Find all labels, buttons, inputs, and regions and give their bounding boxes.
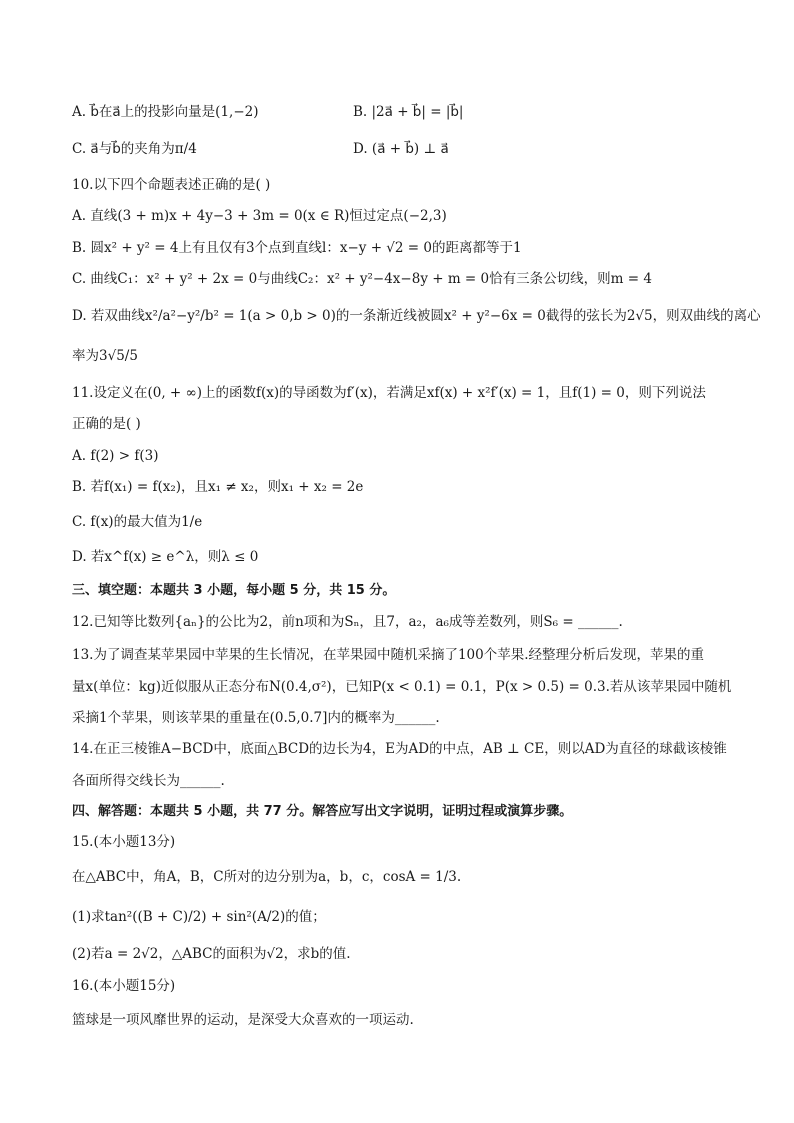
q15-part-1: (1)求tan²((B + C)/2) + sin²(A/2)的值； xyxy=(72,909,326,925)
q13-line-1: 13.为了调查某苹果园中苹果的生长情况，在苹果园中随机采摘了100个苹果.经整理分析后发现，苹果的重 xyxy=(72,647,705,663)
q9-option-c: C. a⃗与b⃗的夹角为π/4 xyxy=(72,141,197,157)
q9-option-b: B. |2a⃗ + b⃗| = |b⃗| xyxy=(353,104,464,120)
q15-stem: 在△ABC中，角A，B，C所对的边分别为a，b，c，cosA = 1/3. xyxy=(72,869,462,885)
q10-option-d: D. 若双曲线x²/a²−y²/b² = 1(a > 0,b > 0)的一条渐近线被圆x² + y²−6x = 0截得的弦长为2√5，则双曲线的离心 xyxy=(72,308,761,324)
q12-text: 12.已知等比数列{aₙ}的公比为2，前n项和为Sₙ，且7，a₂，a₆成等差数列，则S₆ = ______. xyxy=(72,614,623,630)
section-three-heading: 三、填空题：本题共 3 小题，每小题 5 分，共 15 分。 xyxy=(72,583,396,598)
q10-option-d-continued: 率为3√5/5 xyxy=(72,348,138,364)
q15-title: 15.(本小题13分) xyxy=(72,834,176,850)
q11-stem-line-2: 正确的是( ) xyxy=(72,416,141,432)
q13-line-3: 采摘1个苹果，则该苹果的重量在(0.5,0.7]内的概率为______. xyxy=(72,710,440,726)
q11-stem-line-1: 11.设定义在(0, + ∞)上的函数f(x)的导函数为f′(x)，若满足xf(x) + x²f′(x) = 1，且f(1) = 0，则下列说法 xyxy=(72,385,706,401)
q10-stem: 10.以下四个命题表述正确的是( ) xyxy=(72,177,271,193)
q11-option-b: B. 若f(x₁) = f(x₂)，且x₁ ≠ x₂，则x₁ + x₂ = 2e xyxy=(72,479,364,495)
q10-option-b: B. 圆x² + y² = 4上有且仅有3个点到直线l：x−y + √2 = 0的距离都等于1 xyxy=(72,240,522,256)
q16-title: 16.(本小题15分) xyxy=(72,978,176,994)
q10-option-c: C. 曲线C₁：x² + y² + 2x = 0与曲线C₂：x² + y²−4x−8y + m = 0恰有三条公切线，则m = 4 xyxy=(72,271,652,287)
q9-options-row-1 xyxy=(72,102,732,122)
q13-line-2: 量x(单位：kg)近似服从正态分布N(0.4,σ²)，已知P(x < 0.1) = 0.1，P(x > 0.5) = 0.3.若从该苹果园中随机 xyxy=(72,679,732,695)
q14-line-2: 各面所得交线长为______. xyxy=(72,773,225,789)
q16-stem: 篮球是一项风靡世界的运动，是深受大众喜欢的一项运动. xyxy=(72,1012,414,1028)
q14-line-1: 14.在正三棱锥A−BCD中，底面△BCD的边长为4，E为AD的中点，AB ⊥ CE，则以AD为直径的球截该棱锥 xyxy=(72,741,727,757)
q9-options-row-2 xyxy=(72,139,732,159)
q15-part-2: (2)若a = 2√2，△ABC的面积为√2，求b的值. xyxy=(72,946,351,962)
q11-option-a: A. f(2) > f(3) xyxy=(72,448,159,464)
section-four-heading: 四、解答题：本题共 5 小题，共 77 分。解答应写出文字说明，证明过程或演算步骤。 xyxy=(72,804,573,819)
q10-option-a: A. 直线(3 + m)x + 4y−3 + 3m = 0(x ∈ R)恒过定点(−2,3) xyxy=(72,208,447,224)
q11-option-d: D. 若x^f(x) ≥ e^λ，则λ ≤ 0 xyxy=(72,549,259,565)
q9-option-a: A. b⃗在a⃗上的投影向量是(1,−2) xyxy=(72,104,259,120)
q9-option-d: D. (a⃗ + b⃗) ⊥ a⃗ xyxy=(353,141,449,157)
q11-option-c: C. f(x)的最大值为1/e xyxy=(72,514,203,530)
